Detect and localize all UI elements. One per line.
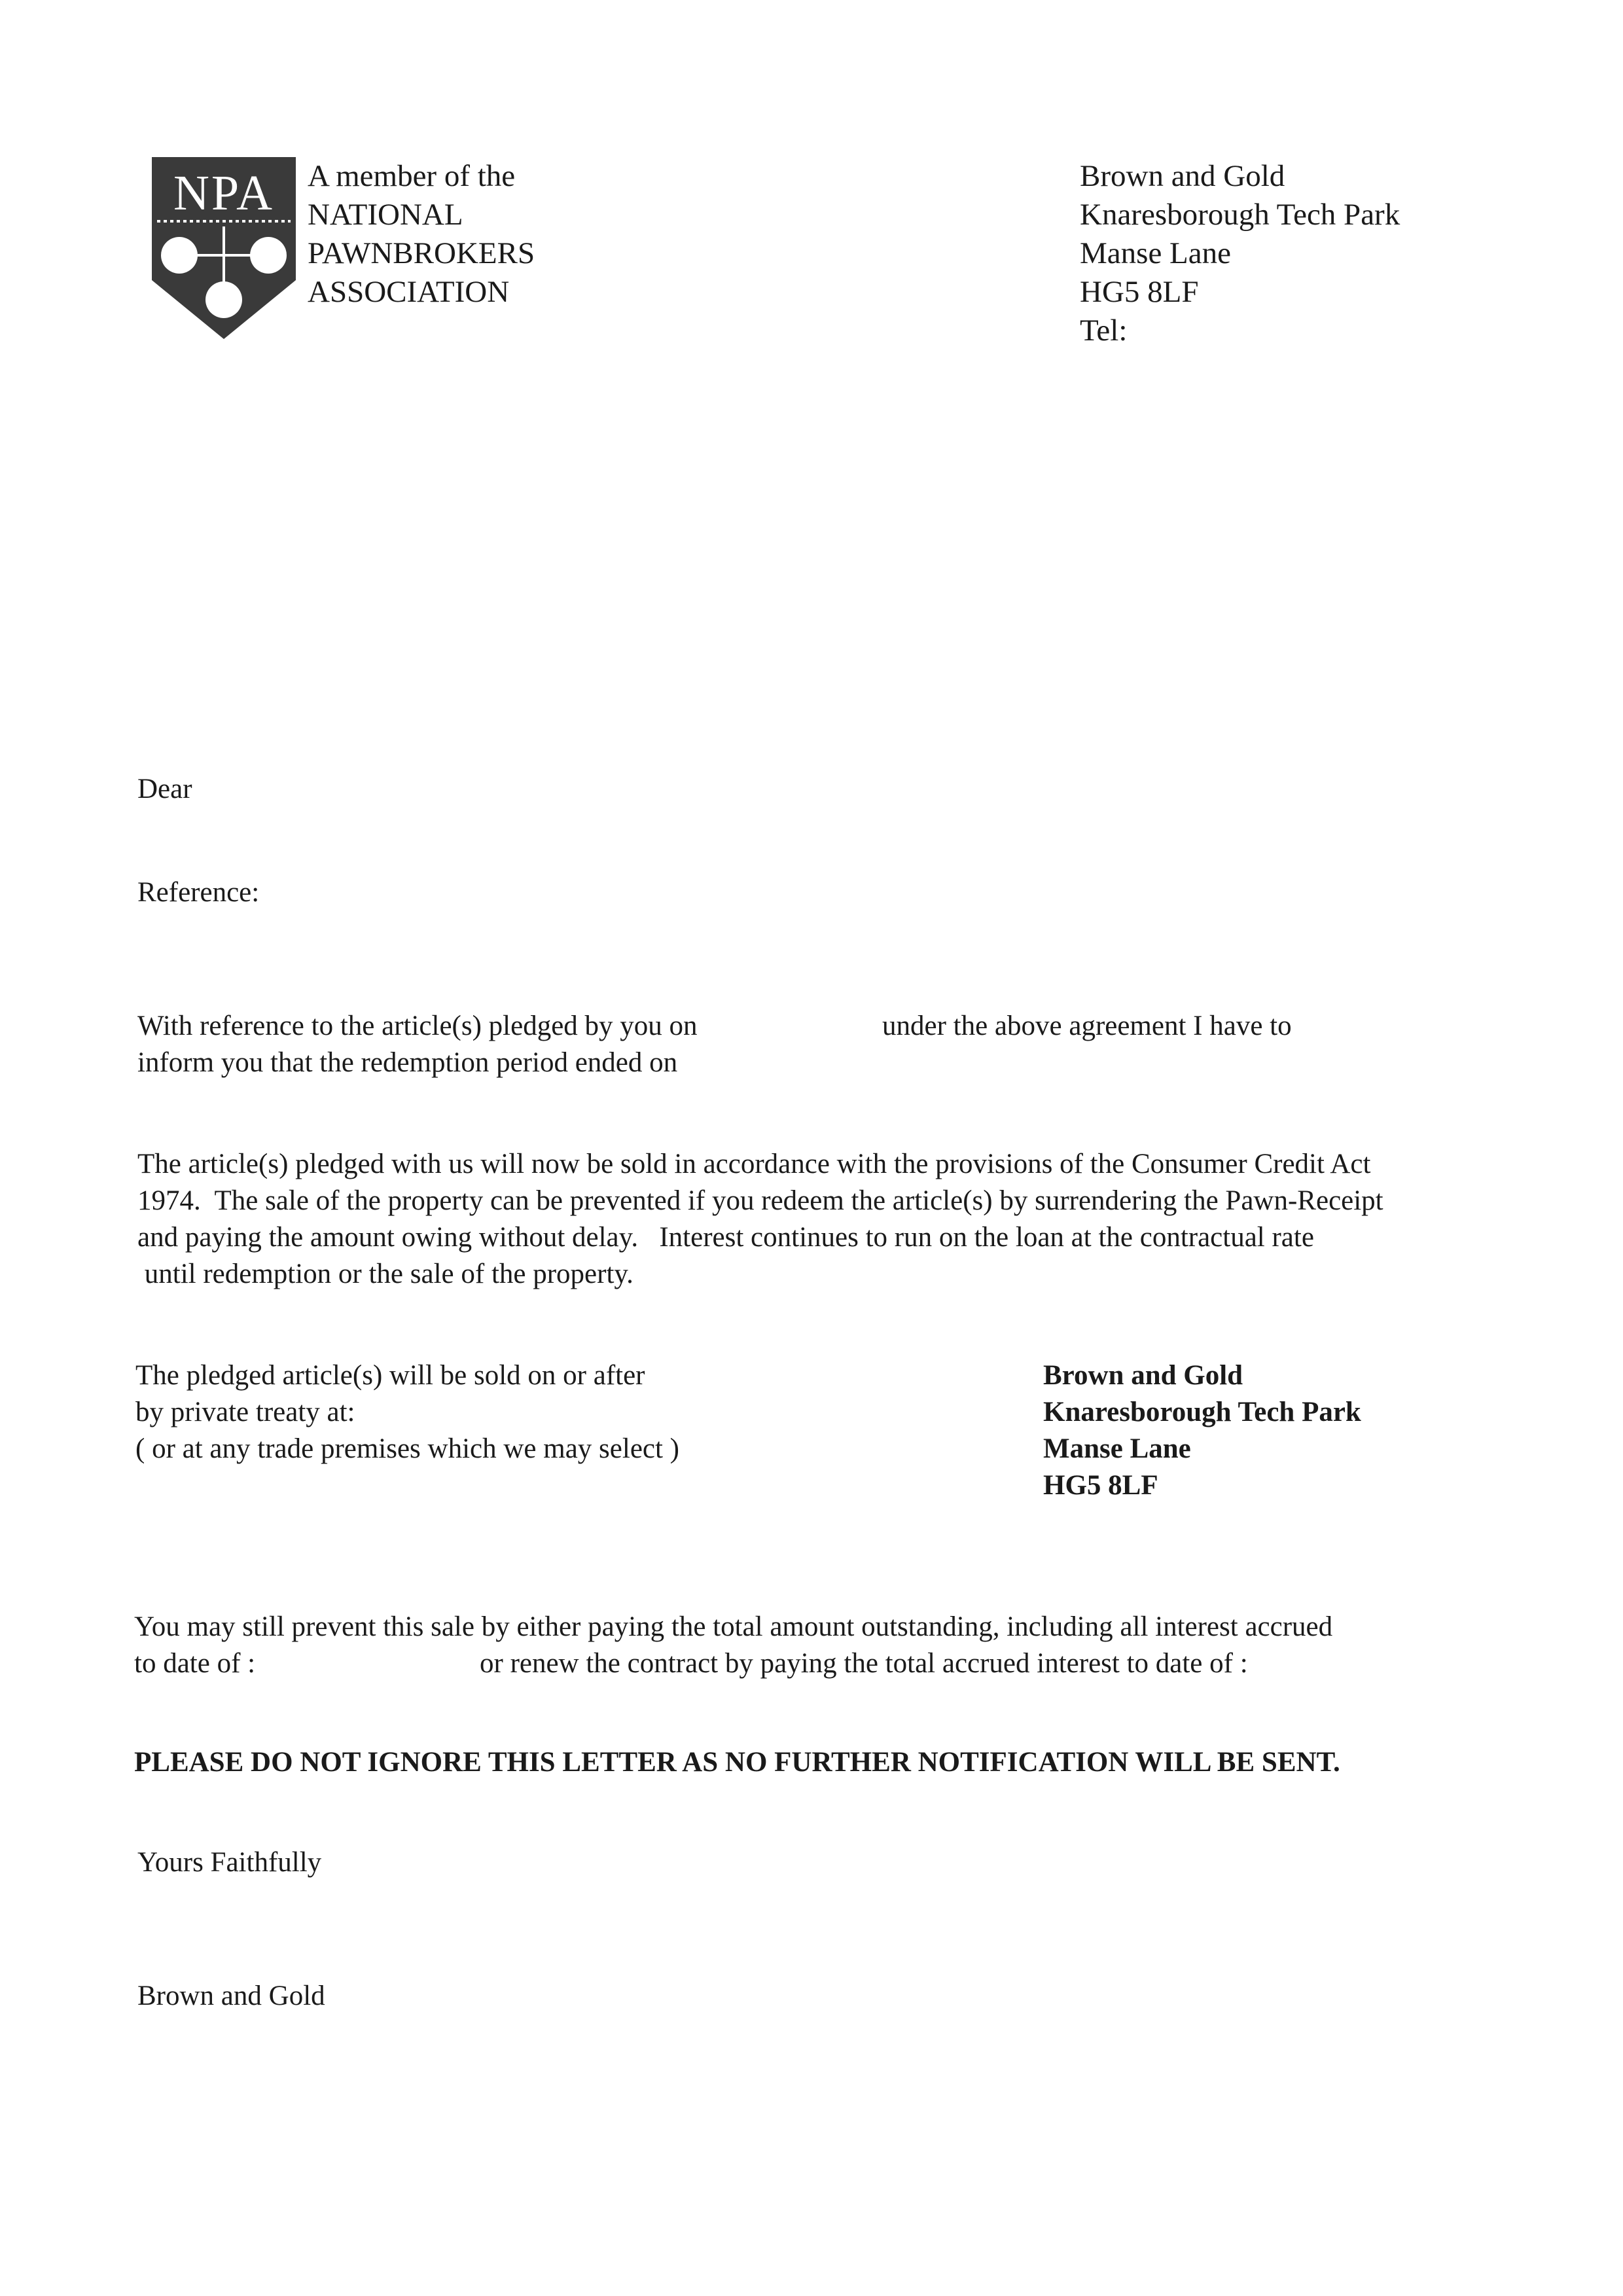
paragraph-line: until redemption or the sale of the property.	[137, 1259, 633, 1289]
association-membership-block	[308, 157, 535, 312]
paragraph-line: and paying the amount owing without delay. Interest continues to run on the loan at the contractual rate	[137, 1222, 1314, 1253]
address-line: Manse Lane	[1080, 236, 1231, 270]
reference-label: Reference:	[137, 877, 260, 908]
sale-address	[1043, 1357, 1361, 1504]
salutation: Dear	[137, 774, 192, 804]
address-line: Brown and Gold	[1080, 159, 1285, 193]
npa-logo-text: NPA	[173, 166, 275, 221]
sale-address-line: Manse Lane	[1043, 1433, 1191, 1464]
npa-shield-logo	[149, 156, 298, 342]
member-line: A member of the	[308, 159, 516, 193]
sale-line: The pledged article(s) will be sold on or after	[135, 1360, 645, 1391]
sale-details	[135, 1357, 679, 1467]
pledge-line-right: under the above agreement I have to	[882, 1011, 1292, 1041]
paragraph-line: You may still prevent this sale by either paying the total amount outstanding, including all interest accrued	[134, 1611, 1333, 1642]
member-line: PAWNBROKERS	[308, 236, 535, 270]
npa-logo-graphic	[149, 156, 298, 342]
sale-address-line: Brown and Gold	[1043, 1360, 1243, 1391]
sale-line: ( or at any trade premises which we may select )	[135, 1433, 680, 1464]
sale-address-line: Knaresborough Tech Park	[1043, 1397, 1361, 1427]
amount-date-label: to date of :	[134, 1648, 256, 1679]
paragraph-line: The article(s) pledged with us will now be sold in accordance with the provisions of the Consumer Credit Act	[137, 1149, 1371, 1179]
paragraph-sale-provisions	[137, 1146, 1383, 1293]
address-line: HG5 8LF	[1080, 275, 1199, 309]
final-warning: PLEASE DO NOT IGNORE THIS LETTER AS NO FURTHER NOTIFICATION WILL BE SENT.	[134, 1747, 1340, 1778]
paragraph-line: 1974. The sale of the property can be prevented if you redeem the article(s) by surrendering the Pawn-Receipt	[137, 1185, 1383, 1216]
closing-line: Yours Faithfully	[137, 1847, 322, 1878]
member-line: NATIONAL	[308, 198, 463, 232]
sale-address-line: HG5 8LF	[1043, 1470, 1158, 1501]
signature-name: Brown and Gold	[137, 1981, 325, 2011]
paragraph-prevent-sale	[134, 1609, 1508, 1682]
renew-contract-line: or renew the contract by paying the total accrued interest to date of :	[480, 1648, 1248, 1679]
paragraph-pledge-reference	[137, 1008, 1512, 1081]
address-line: Knaresborough Tech Park	[1080, 198, 1400, 232]
member-line: ASSOCIATION	[308, 275, 510, 309]
telephone-line: Tel:	[1080, 314, 1128, 348]
sale-line: by private treaty at:	[135, 1397, 355, 1427]
sender-address	[1080, 157, 1400, 350]
pledge-line-left: With reference to the article(s) pledged by you on	[137, 1011, 698, 1041]
redemption-ended-line: inform you that the redemption period ended on	[137, 1047, 678, 1078]
